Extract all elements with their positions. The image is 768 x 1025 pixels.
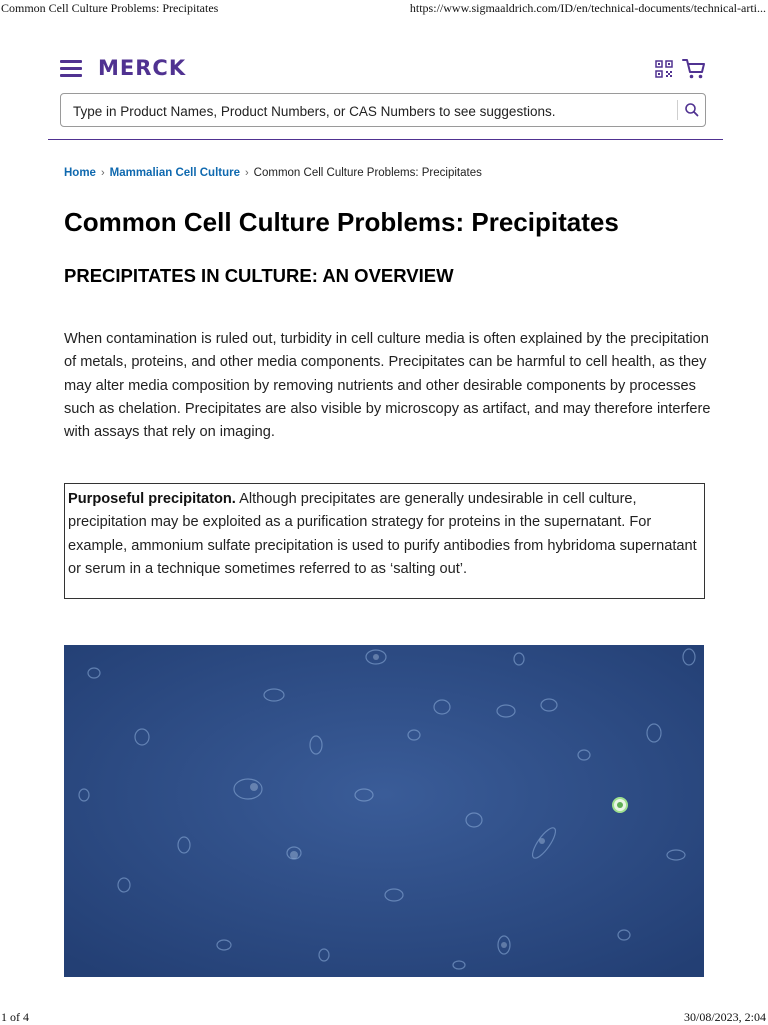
- callout-box: [64, 483, 705, 599]
- cart-icon[interactable]: [682, 58, 706, 80]
- search-input[interactable]: [71, 94, 675, 128]
- menu-icon[interactable]: [60, 60, 82, 78]
- merck-logo[interactable]: MERCK: [98, 56, 187, 80]
- print-datetime: 30/08/2023, 2:04: [683, 1010, 766, 1024]
- chevron-right-icon: ›: [100, 167, 105, 179]
- print-page-number: 1 of 4: [1, 1010, 29, 1024]
- search-icon[interactable]: [683, 101, 701, 119]
- precipitate-micrograph: [64, 645, 704, 977]
- header-divider: [48, 139, 723, 140]
- qr-code-icon[interactable]: [655, 60, 673, 78]
- section-title: PRECIPITATES IN CULTURE: AN OVERVIEW: [64, 265, 454, 286]
- search-divider: [677, 100, 678, 120]
- site-header: [60, 56, 708, 84]
- print-url: https://www.sigmaaldrich.com/ID/en/technical-documents/technical-arti...: [409, 1, 766, 15]
- breadcrumb-home-link[interactable]: Home: [64, 167, 96, 179]
- breadcrumb: [64, 167, 482, 183]
- print-header: [0, 0, 768, 16]
- print-footer: [0, 1009, 768, 1025]
- search-bar: [60, 93, 706, 127]
- intro-paragraph: When contamination is ruled out, turbidity in cell culture media is often explained by the precipitation of metals, proteins, and other media components. Precipitates can be harmful to cell health, as they may alter media composition by removing nutrients and other desirable components by processes such as chelation. Precipitates are also visible by microscopy as artifact, and may therefore interfere with assays that rely on imaging.: [64, 331, 711, 441]
- callout-text: [68, 488, 698, 581]
- chevron-right-icon: ›: [245, 167, 249, 179]
- page-title: Common Cell Culture Problems: Precipitates: [64, 207, 619, 237]
- callout-body: Although precipitates are generally undesirable in cell culture, precipitation may be exploited as a purification strategy for proteins in the supernatant. For example, ammonium sulfate precipitation is used to purify antibodies from hybridoma supernatant or serum in a technique sometimes referred to as ‘salting out’.: [68, 491, 697, 577]
- callout-lead: Purposeful precipitaton.: [68, 491, 236, 507]
- breadcrumb-current: Common Cell Culture Problems: Precipitates: [253, 167, 482, 179]
- print-page-title: Common Cell Culture Problems: Precipitates: [1, 1, 219, 15]
- breadcrumb-category-link[interactable]: Mammalian Cell Culture: [109, 167, 240, 179]
